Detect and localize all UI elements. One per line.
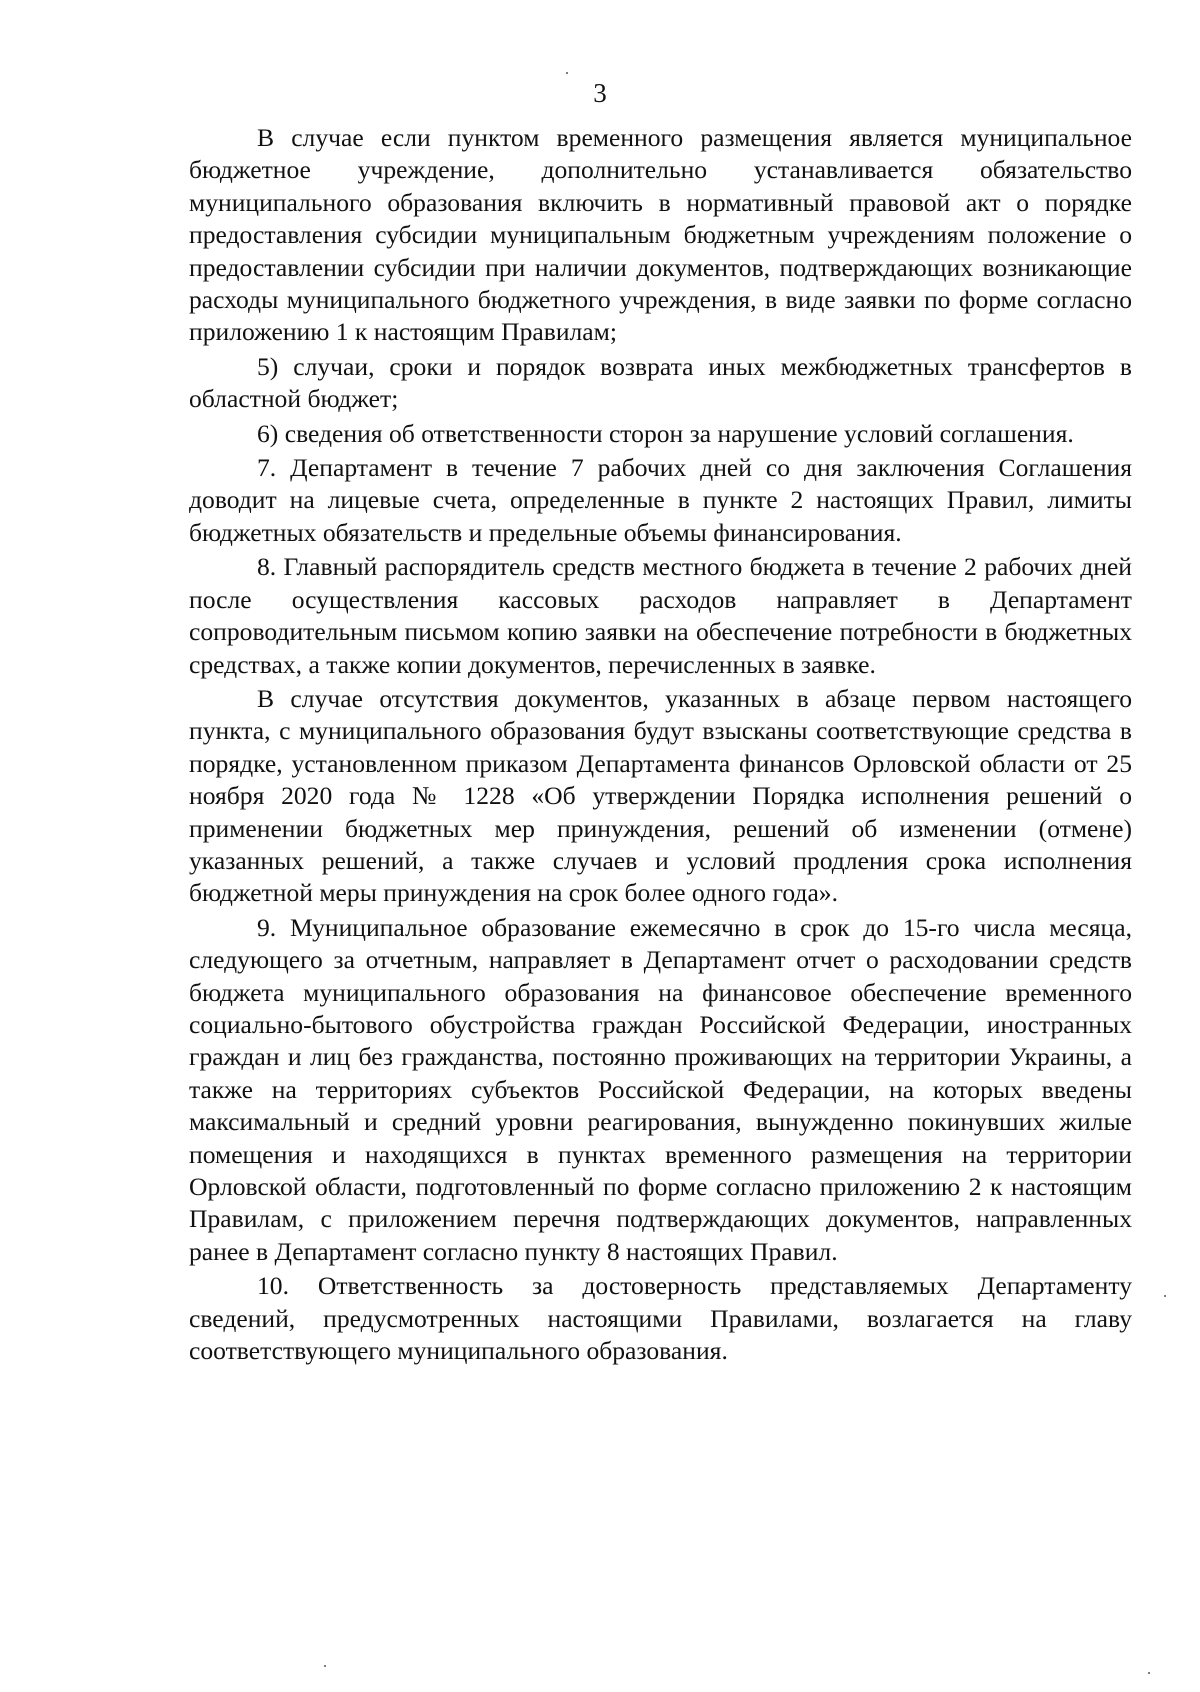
paragraph-item-7: 7. Департамент в течение 7 рабочих дней со дня заключения Соглашения доводит на лицевые счета, определенные в пункте 2 настоящих Правил, лимиты бюджетных обязательств и предельные объемы финансирования. bbox=[189, 453, 1132, 547]
paragraph-item-5: 5) случаи, сроки и порядок возврата иных межбюджетных трансфертов в областной бюджет; bbox=[189, 351, 1132, 414]
page-number: 3 bbox=[593, 78, 607, 108]
paragraph-item-9: 9. Муниципальное образование ежемесячно в срок до 15-го числа месяца, следующего за отчетным, направляет в Департамент отчет о расходовании средств бюджета муниципального образования на финансовое обеспечение временного социально-бытового обустройства граждан Российской Федерации, иностранных граждан и лиц без гражданства, постоянно проживающих на территории Украины, а также на территориях субъектов Российской Федерации, на которых введены максимальный и средний уровни реагирования, вынужденно покинувших жилые помещения и находящихся в пунктах временного размещения на территории Орловской области, подготовленный по форме согласно приложению 2 к настоящим Правилам, с приложением перечня подтверждающих документов, направленных ранее в Департамент согласно пункту 8 настоящих Правил. bbox=[189, 912, 1132, 1266]
scan-speck bbox=[1164, 1295, 1166, 1297]
document-body bbox=[189, 122, 1132, 1367]
scan-speck bbox=[324, 1665, 326, 1667]
paragraph-item-8: 8. Главный распорядитель средств местного бюджета в течение 2 рабочих дней после осуществления кассовых расходов направляет в Департамент сопроводительным письмом копию заявки на обеспечение потребности в бюджетных средствах, а также копии документов, перечисленных в заявке. bbox=[189, 552, 1132, 679]
paragraph-item-10: 10. Ответственность за достоверность представляемых Департаменту сведений, предусмотренных настоящими Правилами, возлагается на главу соответствующего муниципального образования. bbox=[189, 1271, 1132, 1366]
paragraph-item-6: 6) сведения об ответственности сторон за нарушение условий соглашения. bbox=[257, 418, 1074, 448]
paragraph-budget-institution: В случае если пунктом временного размещения является муниципальное бюджетное учреждение, дополнительно устанавливается обязательство муниципального образования включить в нормативный правовой акт о порядке предоставления субсидии муниципальным бюджетным учреждениям положение о предоставлении субсидии при наличии документов, подтверждающих возникающие расходы муниципального бюджетного учреждения, в виде заявки по форме согласно приложению 1 к настоящим Правилам; bbox=[189, 123, 1132, 347]
scan-speck bbox=[1148, 1672, 1150, 1674]
paragraph-item-8-absence: В случае отсутствия документов, указанных в абзаце первом настоящего пункта, с муниципального образования будут взысканы соответствующие средства в порядке, установленном приказом Департамента финансов Орловской области от 25 ноября 2020 года № 1228 «Об утверждении Порядка исполнения решений о применении бюджетных мер принуждения, решений об изменении (отмене) указанных решений, а также случаев и условий продления срока исполнения бюджетной меры принуждения на срок более одного года». bbox=[189, 683, 1132, 908]
scan-speck bbox=[566, 72, 568, 74]
